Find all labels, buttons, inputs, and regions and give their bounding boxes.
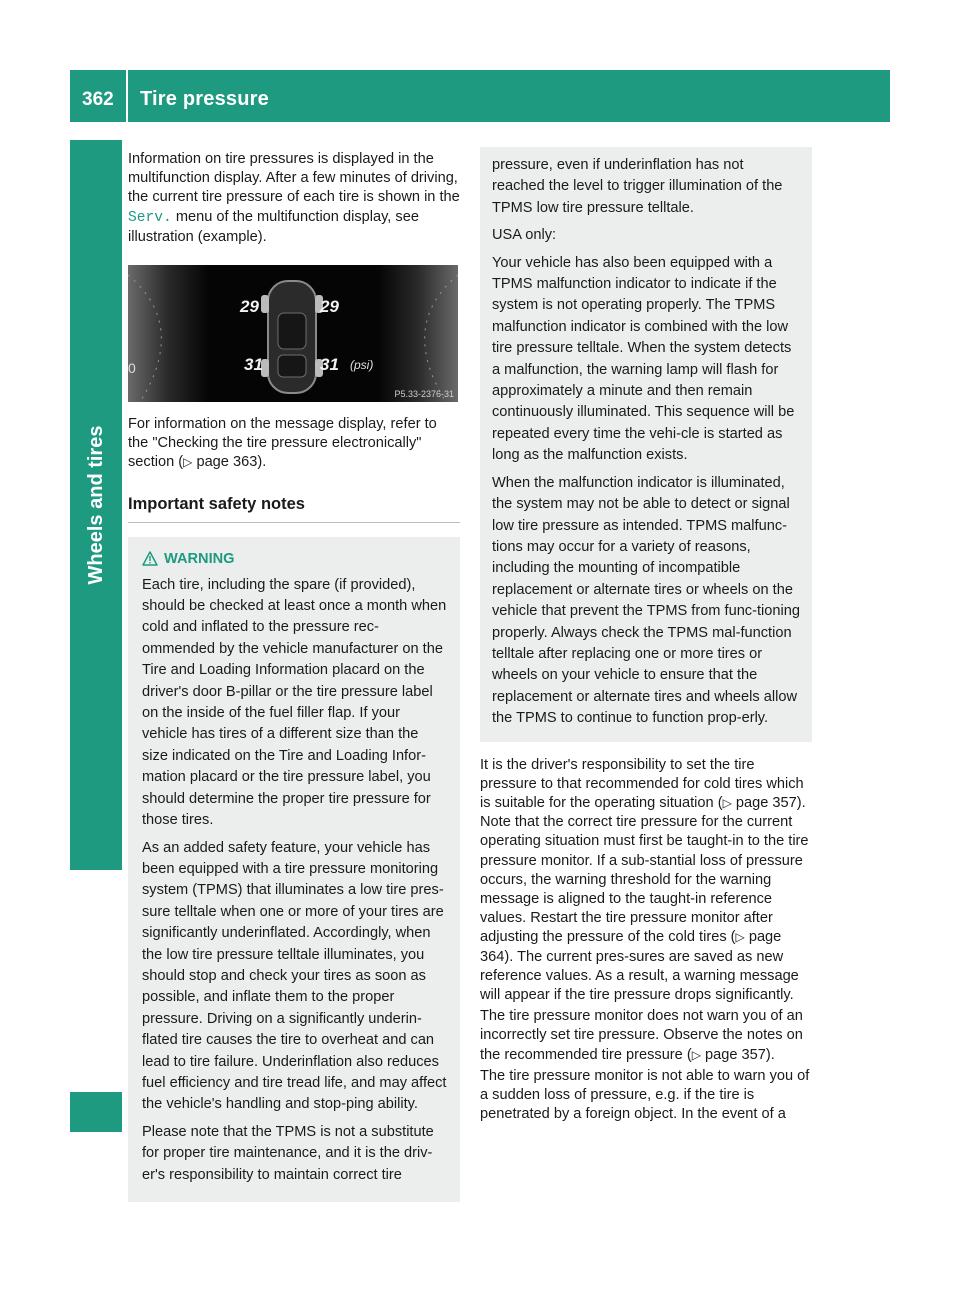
warning-triangle-icon — [142, 551, 158, 566]
page-ref-arrow-icon: ▷ — [183, 455, 193, 470]
pressure-front-left: 29 — [240, 297, 259, 317]
intro-paragraph: Information on tire pressures is displayed in the multifunction display. After a few minutes of driving, the current tire pressure of each tire is shown in the Serv. menu of the multifunction display, see illustration (example). — [128, 151, 460, 245]
side-marker — [70, 1092, 122, 1132]
warning-paragraph: Each tire, including the spare (if provided), should be checked at least once a month when cold and inflated to the pressure rec-ommended by the vehicle manufacturer on the Tire and Loading Information placard on the driver's door B-pillar or the tire pressure label on the inside of the fuel filler flap. If your vehicle has tires of a different size than the size indicated on the Tire and Loading Infor-mation placard or the tire pressure label, you should determine the proper tire pressure for those tires. — [142, 576, 447, 829]
warning-paragraph: Your vehicle has also been equipped with a TPMS malfunction indicator to indicate if the system is not operating properly. The TPMS malfunction indicator is combined with the low tire pressure telltale. When the system detects a malfunction, the warning lamp will flash for approximately a minute and then remain continuously illuminated. This sequence will be repeated every time the vehi-cle is started as long as the malfunction exists. — [492, 254, 795, 464]
body-paragraph: It is the driver's responsibility to set the tire pressure to that recommended for cold tires which is suitable for the operating situation (▷ page 357). Note that the correct tire pressure for the current operating situation must first be taught-in to the tire pressure monitor. If a sub-stantial loss of pressure occurs, the warning threshold for the warning message is aligned to the taught-in reference values. Restart the tire pressure monitor after adjusting the pressure of the cold tires (▷ page 364). The current pres-sures are saved as new reference values. As a result, a warning message will appear if the tire pressure drops significantly. — [480, 756, 809, 1003]
pressure-front-right: 29 — [320, 297, 339, 317]
warning-paragraph: As an added safety feature, your vehicle has been equipped with a tire pressure monitoring system (TPMS) that illuminates a low tire pres-sure telltale when one or more of your tires are significantly underinflated. Accordingly, when the low tire pressure telltale illuminates, you should stop and check your tires as soon as possible, and inflate them to the proper pressure. Driving on a significantly underin-flated tire causes the tire to overheat and can lead to tire failure. Underinflation also reduces fuel efficiency and tire tread life, and may affect the vehicle's handling and stop-ping ability. — [142, 839, 447, 1113]
page-ref-arrow-icon: ▷ — [722, 795, 732, 810]
warning-paragraph: pressure, even if underinflation has not reached the level to trigger illumination of the TPMS low tire pressure telltale. — [492, 157, 783, 216]
warning-paragraph: USA only: — [492, 227, 557, 244]
warning-header — [142, 551, 448, 567]
page-ref-arrow-icon: ▷ — [691, 1047, 701, 1062]
right-column — [480, 150, 812, 1124]
page-ref-arrow-icon: ▷ — [735, 930, 745, 945]
page-title: Tire pressure — [140, 88, 269, 110]
svg-text:0: 0 — [128, 360, 136, 377]
page-ref-link[interactable]: page 364 — [480, 929, 782, 965]
warning-title: WARNING — [164, 550, 235, 567]
header-divider — [126, 70, 128, 122]
section-heading: Important safety notes — [128, 495, 460, 523]
chapter-side-tab — [70, 140, 122, 870]
dashboard-graphic — [128, 265, 458, 402]
warning-box-continued — [480, 147, 812, 742]
serv-menu-word: Serv. — [128, 209, 172, 226]
page-number: 362 — [82, 89, 114, 110]
page-ref-link[interactable]: page 357 — [705, 1046, 766, 1063]
body-text — [480, 756, 812, 1125]
illustration-code: P5.33-2376-31 — [394, 389, 454, 400]
right-gauge-bezel — [378, 265, 458, 402]
body-paragraph: The tire pressure monitor is not able to warn you of a sudden loss of pressure, e.g. if the tire is penetrated by a foreign object. In the event of a — [480, 1067, 810, 1123]
left-column — [128, 150, 460, 1202]
warning-box — [128, 537, 460, 1202]
tire-front-left-icon — [261, 295, 269, 313]
page-header — [70, 70, 890, 122]
pressure-rear-left: 31 — [244, 355, 263, 375]
tire-pressure-illustration — [128, 265, 458, 402]
pressure-unit: (psi) — [350, 358, 374, 373]
page-ref-link[interactable]: page 363 — [196, 454, 258, 471]
warning-paragraph: When the malfunction indicator is illuminated, the system may not be able to detect or signal low tire pressure as intended. TPMS malfunc-tions may occur for a variety of reasons, including the mounting of incompatible replacement or alternate tires or wheels on the vehicle that prevent the TPMS from func-tioning properly. Always check the TPMS mal-function telltale after replacing one or more tires or wheels on your vehicle to ensure that the replacement or alternate tires and wheels allow the TPMS to continue to function prop-erly. — [492, 474, 800, 727]
body-paragraph: The tire pressure monitor does not warn you of an incorrectly set tire pressure. Observe the notes on the recommended tire pressure (▷ page 357). — [480, 1008, 803, 1063]
warning-paragraph: Please note that the TPMS is not a substitute for proper tire maintenance, and it is the driv-er's responsibility to maintain correct tire — [142, 1123, 434, 1183]
message-display-paragraph: For information on the message display, refer to the "Checking the tire pressure electronically" section (▷ page 363). — [128, 416, 437, 471]
chapter-label: Wheels and tires — [84, 425, 107, 585]
left-gauge-bezel — [128, 265, 208, 402]
page-ref-link[interactable]: page 357 — [735, 794, 797, 811]
pressure-rear-right: 31 — [320, 355, 339, 375]
